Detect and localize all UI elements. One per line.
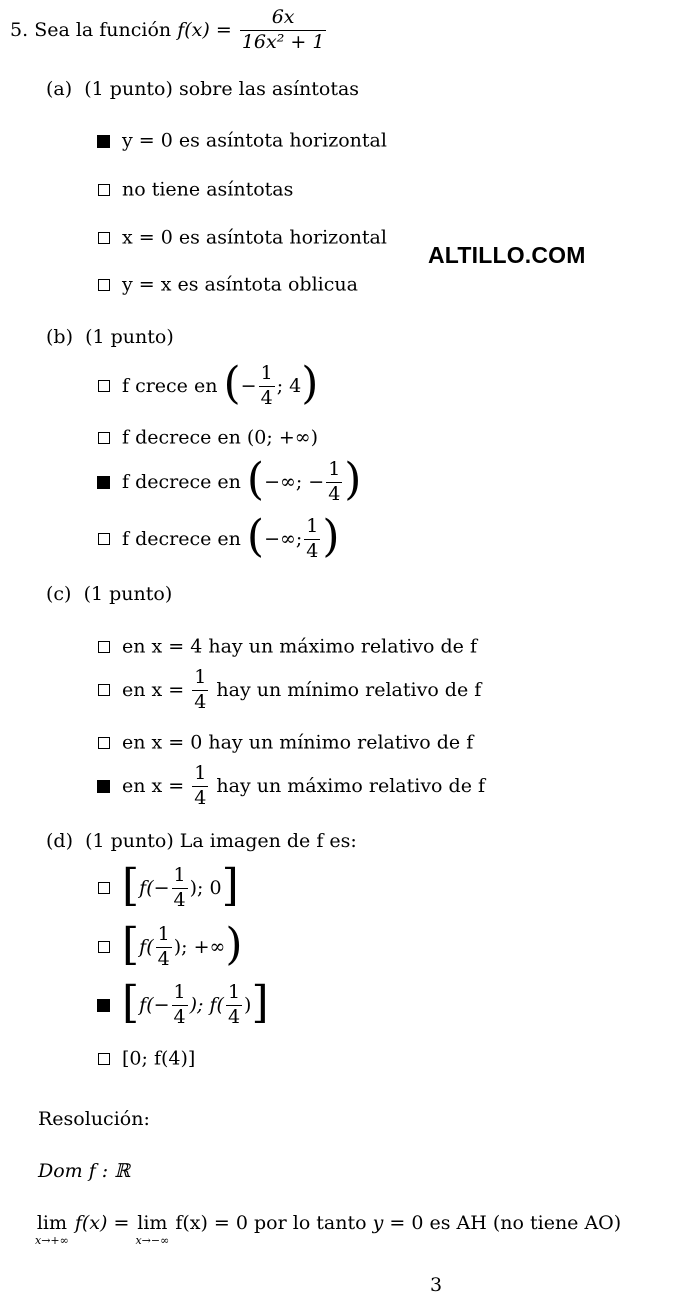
- part-d-option-2[interactable]: [f( $\frac{1}{4}$ ); +∞): [98, 925, 243, 970]
- denominator: 4: [173, 1005, 186, 1028]
- part-b-option-4[interactable]: f decrece en (−∞; $\frac{1}{4}$ ): [98, 517, 340, 562]
- denominator: 4: [173, 888, 186, 911]
- option-text: y = 0 es asíntota horizontal: [122, 129, 387, 152]
- lim-subscript: x→−∞: [135, 1234, 170, 1247]
- option-text: f crece en: [122, 374, 218, 397]
- numerator: 1: [304, 517, 320, 540]
- checkbox-unchecked[interactable]: [98, 641, 110, 653]
- option-text-end: hay un máximo relativo de f: [216, 774, 486, 797]
- lim-label: lim: [36, 1212, 67, 1234]
- limit-1: [35, 1214, 69, 1246]
- option-text: y = x es asíntota oblicua: [122, 273, 358, 296]
- part-c-option-1[interactable]: [98, 637, 477, 657]
- option-text-end: ): [244, 993, 252, 1016]
- option-text: f(: [139, 935, 154, 958]
- option-text: en x = 4 hay un máximo relativo de f: [122, 635, 477, 658]
- option-text-end: ); +∞: [173, 935, 226, 958]
- function-label: f(x) =: [177, 18, 232, 41]
- option-text: x = 0 es asíntota horizontal: [122, 226, 387, 249]
- part-d-option-1[interactable]: [f(− $\frac{1}{4}$ ); 0]: [98, 866, 239, 911]
- checkbox-checked[interactable]: [97, 476, 110, 489]
- part-a-title: (1 punto) sobre las asíntotas: [84, 78, 360, 100]
- checkbox-unchecked[interactable]: [98, 432, 110, 444]
- part-b-option-2[interactable]: [98, 428, 318, 448]
- part-b-option-3[interactable]: f decrece en (−∞; − $\frac{1}{4}$ ): [97, 460, 361, 505]
- page-number: 3: [430, 1274, 443, 1296]
- option-text-mid: −∞;: [264, 527, 303, 550]
- part-c-option-4[interactable]: [97, 764, 485, 809]
- option-text: no tiene asíntotas: [122, 178, 294, 201]
- option-text-end: ; 4: [276, 374, 302, 397]
- numerator: 1: [192, 764, 208, 787]
- fraction: [326, 460, 342, 505]
- checkbox-checked[interactable]: [97, 780, 110, 793]
- fraction: [156, 925, 172, 970]
- numerator: 1: [259, 364, 275, 387]
- part-d-title: (1 punto) La imagen de f es:: [85, 830, 357, 852]
- fraction: [172, 983, 188, 1028]
- option-sign: −: [240, 374, 257, 397]
- numerator: 1: [192, 668, 208, 691]
- checkbox-unchecked[interactable]: [98, 232, 110, 244]
- conclusion-text: = 0 es AH (no tiene AO): [389, 1212, 622, 1234]
- option-text-mid: ); f(: [189, 993, 224, 1016]
- part-b-label: (b): [46, 326, 73, 348]
- part-d-label: (d): [46, 830, 73, 852]
- domain-statement: Dom f : ℝ: [38, 1160, 131, 1182]
- fraction: [192, 764, 208, 809]
- denominator: 4: [194, 786, 207, 809]
- part-c-title: (1 punto): [83, 583, 173, 605]
- numerator: 1: [172, 983, 188, 1006]
- part-a-option-2[interactable]: [98, 180, 293, 200]
- fraction: [304, 517, 320, 562]
- lim-subscript: x→+∞: [35, 1234, 69, 1247]
- option-text-mid: −∞; −: [264, 470, 325, 493]
- conclusion-var: y: [372, 1212, 384, 1234]
- option-text: en x =: [122, 678, 185, 701]
- part-b-option-1[interactable]: f crece en (− $\frac{1}{4}$ ; 4): [98, 364, 318, 409]
- watermark: ALTILLO.COM: [428, 242, 586, 268]
- option-text-end: ); 0: [189, 876, 222, 899]
- option-text-end: hay un mínimo relativo de f: [216, 678, 482, 701]
- checkbox-unchecked[interactable]: [98, 684, 110, 696]
- checkbox-unchecked[interactable]: [98, 279, 110, 291]
- fraction-2: [226, 983, 242, 1028]
- option-text: en x = 0 hay un mínimo relativo de f: [122, 731, 474, 754]
- question-number: 5.: [10, 18, 29, 41]
- fraction: [192, 668, 208, 713]
- function-numerator: 6x: [240, 8, 327, 31]
- part-a-heading: [46, 80, 359, 99]
- part-d-heading: [46, 832, 357, 851]
- part-a-option-1[interactable]: [97, 131, 387, 151]
- option-text: f decrece en (0; +∞): [122, 426, 318, 449]
- limit-2: [135, 1214, 169, 1246]
- option-text: f(−: [139, 993, 170, 1016]
- question-intro: Sea la función: [34, 18, 172, 41]
- function-denominator: 16x² + 1: [241, 30, 325, 53]
- part-c-option-2[interactable]: [98, 668, 481, 713]
- numerator: 1: [156, 925, 172, 948]
- function-fraction: [240, 8, 327, 53]
- denominator: 4: [260, 386, 273, 409]
- part-d-option-4[interactable]: [98, 1049, 195, 1069]
- denominator: 4: [328, 482, 341, 505]
- checkbox-unchecked[interactable]: [98, 941, 110, 953]
- part-a-option-3[interactable]: [98, 228, 387, 248]
- checkbox-unchecked[interactable]: [98, 1053, 110, 1065]
- limit-2-expr: f(x) = 0 por lo tanto: [175, 1212, 367, 1234]
- checkbox-checked[interactable]: [97, 135, 110, 148]
- checkbox-unchecked[interactable]: [98, 184, 110, 196]
- part-d-option-3[interactable]: [f(− $\frac{1}{4}$ ); f( $\frac{1}{4}$ )]: [97, 983, 269, 1028]
- numerator: 1: [326, 460, 342, 483]
- part-c-heading: [46, 585, 172, 604]
- numerator: 1: [172, 866, 188, 889]
- fraction: [259, 364, 275, 409]
- checkbox-checked[interactable]: [97, 999, 110, 1012]
- option-text: en x =: [122, 774, 185, 797]
- denominator: 4: [194, 690, 207, 713]
- option-text: f decrece en: [122, 527, 241, 550]
- checkbox-unchecked[interactable]: [98, 380, 110, 392]
- part-b-title: (1 punto): [85, 326, 174, 348]
- part-c-option-3[interactable]: [98, 733, 473, 753]
- part-b-heading: [46, 328, 174, 347]
- question-header: [10, 8, 328, 53]
- part-a-label: (a): [46, 78, 73, 100]
- part-c-label: (c): [46, 583, 72, 605]
- part-a-option-4[interactable]: [98, 275, 358, 295]
- lim-label: lim: [137, 1212, 168, 1234]
- denominator: 4: [227, 1005, 241, 1028]
- option-text: [0; f(4)]: [122, 1047, 196, 1070]
- denominator: 4: [306, 539, 319, 562]
- checkbox-unchecked[interactable]: [98, 737, 110, 749]
- checkbox-unchecked[interactable]: [98, 533, 110, 545]
- limit-statement: [35, 1214, 621, 1246]
- checkbox-unchecked[interactable]: [98, 882, 110, 894]
- numerator: 1: [226, 983, 242, 1006]
- fraction: [172, 866, 188, 911]
- denominator: 4: [157, 947, 170, 970]
- resolution-heading: Resolución:: [38, 1108, 150, 1130]
- option-text: f(−: [139, 876, 170, 899]
- limit-1-expr: f(x) =: [74, 1212, 130, 1234]
- option-text: f decrece en: [122, 470, 241, 493]
